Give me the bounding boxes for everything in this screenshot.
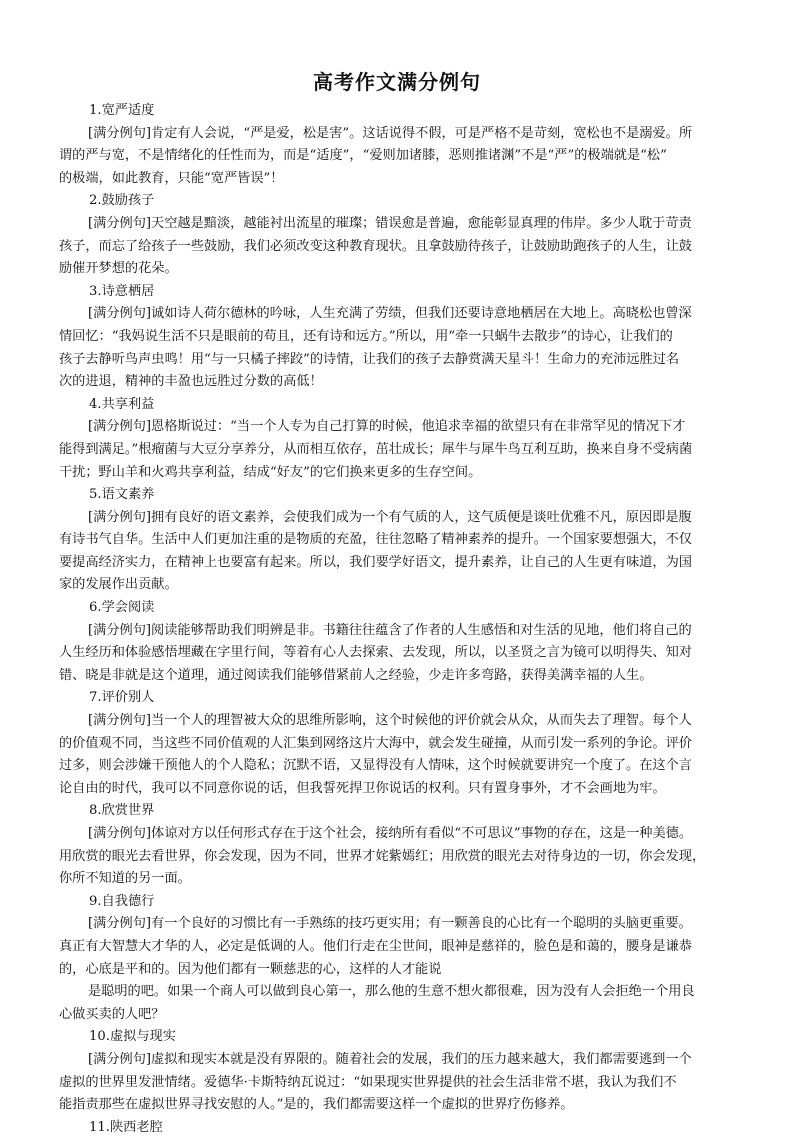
paragraph-line: 家的发展作出贡献。	[59, 577, 178, 593]
document-body	[59, 100, 736, 1139]
paragraph-line: 真正有大智慧大才华的人，必定是低调的人。他们行走在尘世间，眼神是慈祥的，脸色是和蔼的，腰身是谦恭	[59, 938, 692, 954]
section-heading: 3.诗意栖居	[89, 283, 155, 299]
section	[59, 891, 736, 1027]
section	[59, 100, 736, 190]
paragraph-line: [满分例句]天空越是黯淡，越能衬出流星的璀璨；错误愈是普遍，愈能彰显真理的伟岸。多少人耽于苛责	[88, 215, 692, 231]
paragraph-line: [满分例句]肯定有人会说，“严是爱，松是害”。这话说得不假，可是严格不是苛刻，宽松也不是溺爱。所	[88, 125, 693, 141]
section-heading: 4.共享利益	[89, 396, 155, 412]
paragraph-line: 过多，则会涉嫌干预他人的个人隐私；沉默不语，又显得没有人情味，这个时候就要讲究一个度了。在这个言	[59, 758, 692, 774]
section-paragraph	[59, 710, 736, 800]
page-title: 高考作文满分例句	[313, 70, 481, 94]
paragraph-line: 人生经历和体验感悟埋藏在字里行间，等着有心人去探索、去发现，所以，以圣贤之言为镜可以明得失、知对	[59, 645, 692, 661]
paragraph-line: 励催开梦想的花朵。	[59, 261, 178, 277]
paragraph-line: [满分例句]阅读能够帮助我们明辨是非。书籍往往蕴含了作者的人生感悟和对生活的见地，他们将自己的	[88, 622, 692, 638]
section-paragraph	[59, 620, 736, 688]
section-heading: 10.虚拟与现实	[89, 1029, 176, 1045]
paragraph-line: 是聪明的吧。如果一个商人可以做到良心第一，那么他的生意不想火都很难，因为没有人会拒绝一个用良	[88, 984, 695, 1000]
paragraph-line: 孩子去静听鸟声虫鸣！用“与一只橘子摔跤”的诗情，让我们的孩子去静赏满天星斗！生命力的充沛远胜过名	[59, 351, 680, 367]
paragraph-line: 用欣赏的眼光去看世界，你会发现，因为不同，世界才姹紫嫣红；用欣赏的眼光去对待身边的一切，你会发现，	[59, 848, 706, 864]
paragraph-line: 的，心底是平和的。因为他们都有一颗慈悲的心，这样的人才能说	[59, 961, 442, 977]
section-paragraph	[59, 416, 736, 484]
paragraph-line: 要提高经济实力，在精神上也要富有起来。所以，我们要学好语文，提升素养，让自己的人生更有味道，为国	[59, 554, 692, 570]
section-heading: 2.鼓励孩子	[89, 193, 155, 209]
paragraph-line: 虚拟的世界里发泄情绪。爱德华·卡斯特纳瓦说过：“如果现实世界提供的社会生活非常不堪，我认为我们不	[59, 1074, 677, 1090]
section	[59, 484, 736, 597]
paragraph-line: [满分例句]有一个良好的习惯比有一手熟练的技巧更实用；有一颗善良的心比有一个聪明的头脑更重要。	[88, 916, 692, 932]
section	[59, 597, 736, 687]
section-heading: 1.宽严适度	[89, 103, 155, 118]
section	[59, 800, 736, 890]
paragraph-line: 干扰；野山羊和火鸡共享利益，结成“好友”的它们换来更多的生存空间。	[59, 464, 482, 480]
paragraph-line: 情回忆：“我妈说生活不只是眼前的苟且，还有诗和远方。”所以，用“牵一只蜗牛去散步”的诗心，让我们的	[59, 328, 673, 344]
section-paragraph	[59, 507, 736, 597]
section-paragraph	[59, 913, 736, 1026]
section-heading: 9.自我德行	[89, 893, 155, 909]
paragraph-line: 次的进退，精神的丰盈也远胜过分数的高低！	[59, 374, 323, 390]
section-paragraph	[59, 823, 736, 891]
paragraph-line: [满分例句]当一个人的理智被大众的思维所影响，这个时候他的评价就会从众，从而失去了理智。每个人	[88, 713, 692, 729]
paragraph-line: [满分例句]体谅对方以任何形式存在于这个社会，接纳所有看似“不可思议”事物的存在，这是一种美德。	[88, 826, 693, 841]
paragraph-line: 的价值观不同，当这些不同价值观的人汇集到网络这片大海中，就会发生碰撞，从而引发一系列的争论。评价	[59, 735, 692, 751]
section-paragraph	[59, 303, 736, 393]
section-heading: 8.欣赏世界	[89, 803, 155, 819]
paragraph-line: 论自由的时代，我可以不同意你说的话，但我誓死捍卫你说话的权利。只有置身事外，才不会画地为牢。	[59, 780, 666, 796]
paragraph-line: 的极端，如此教育，只能“宽严皆误”！	[59, 170, 284, 186]
section	[59, 281, 736, 394]
paragraph-line: 能指责那些在虚拟世界寻找安慰的人。”是的，我们都需要这样一个虚拟的世界疗伤修养。	[59, 1097, 574, 1113]
section	[88, 1117, 736, 1139]
section-heading: 7.评价别人	[89, 690, 155, 706]
section-heading: 5.语文素养	[89, 487, 155, 503]
section	[59, 394, 736, 484]
paragraph-line: [满分例句]诚如诗人荷尔德林的吟咏，人生充满了劳绩，但我们还要诗意地栖居在大地上。高晓松也曾深	[88, 306, 692, 322]
paragraph-line: [满分例句]虚拟和现实本就是没有界限的。随着社会的发展，我们的压力越来越大，我们都需要逃到一个	[88, 1051, 692, 1067]
paragraph-line: 孩子，而忘了给孩子一些鼓励，我们必须改变这种教育现状。且拿鼓励待孩子，让鼓励助跑孩子的人生，让鼓	[59, 238, 692, 254]
section-heading: 6.学会阅读	[89, 600, 155, 616]
section-paragraph	[59, 213, 736, 281]
section	[59, 687, 736, 800]
paragraph-line: [满分例句]拥有良好的语文素养，会使我们成为一个有气质的人，这气质便是谈吐优雅不凡，原因即是腹	[88, 509, 692, 525]
paragraph-line: 能得到满足。”根瘤菌与大豆分享养分，从而相互依存，茁壮成长；犀牛与犀牛鸟互利互助，换来自身不受病菌	[59, 441, 693, 457]
section-heading: 11.陕西老腔	[89, 1119, 163, 1135]
paragraph-line: 有诗书气自华。生活中人们更加注重的是物质的充盈，往往忽略了精神素养的提升。一个国家要想强大，不仅	[59, 532, 692, 548]
section-paragraph	[59, 1049, 736, 1117]
paragraph-line: 谓的严与宽，不是情绪化的任性而为，而是“适度”，“爱则加诸膝，恶则推诸渊”不是“严”的极端就是“松”	[59, 148, 667, 164]
paragraph-line: [满分例句]恩格斯说过：“当一个人专为自己打算的时候，他追求幸福的欲望只有在非常罕见的情况下才	[88, 419, 686, 435]
section	[59, 190, 736, 280]
paragraph-line: 心做买卖的人吧？	[59, 1006, 165, 1022]
paragraph-line: 错、晓是非就是这个道理，通过阅读我们能够借紧前人之经验，少走许多弯路，获得美满幸福的人生。	[59, 667, 653, 683]
section-paragraph	[59, 123, 736, 191]
paragraph-line: 你所不知道的另一面。	[59, 871, 191, 887]
section	[59, 1026, 736, 1116]
